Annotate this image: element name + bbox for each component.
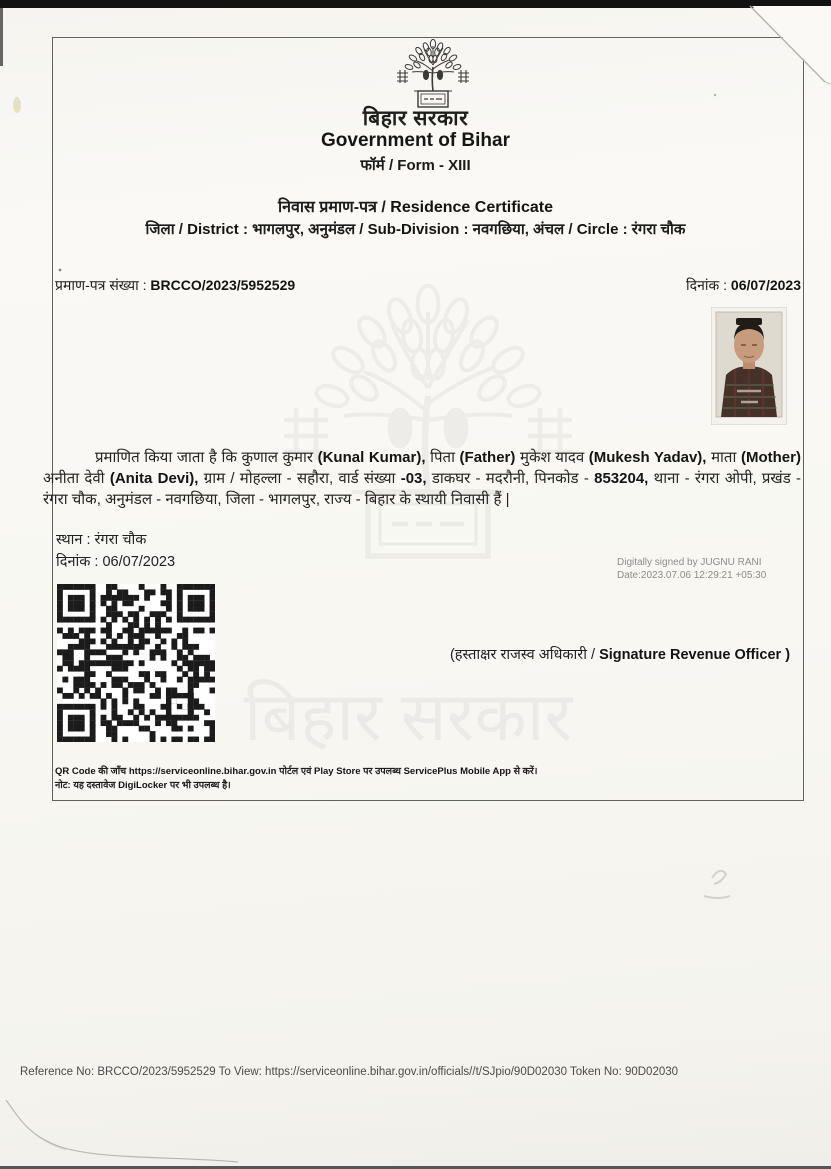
district-subdivision-circle-line: जिला / District : भागलपुर, अनुमंडल / Sub-Division : नवगछिया, अंचल / Circle : रंगरा चौक [145,221,686,238]
bihar-government-tree-emblem-icon [388,39,478,111]
digital-signature-by: Digitally signed by JUGNU RANI [617,557,762,568]
qr-code [57,584,215,742]
place-line: स्थान : रंगरा चौक [56,532,147,548]
scan-edge-left [0,8,3,66]
applicant-photo [711,307,787,425]
scan-edge-top [0,0,831,8]
certificate-meta-row [55,276,801,295]
form-number-line: फॉर्म / Form - XIII [360,157,471,174]
certificate-body-paragraph: प्रमाणित किया जाता है कि कुणाल कुमार (Kunal Kumar), पिता (Father) मुकेश यादव (Mukesh Yadav), माता (Mother) अनीता देवी (Anita Devi), ग्राम / मोहल्ला - सहौरा, वार्ड संख्या -03, डाकघर - मदरौनी, पिनकोड - 853204, थाना - रंगरा ओपी, प्रखंड - रंगरा चौक, अनुमंडल - नवगछिया, जिला - भागलपुर, राज्य - बिहार के स्थायी निवासी हैं | [43,449,801,508]
revenue-officer-signature-caption: (हस्ताक्षर राजस्व अधिकारी / Signature Revenue Officer ) [449,647,791,663]
state-name-hindi: बिहार सरकार [362,107,469,130]
certificate-number: प्रमाण-पत्र संख्या : BRCCO/2023/5952529 [55,277,296,293]
signing-date-line: दिनांक : 06/07/2023 [56,554,176,570]
issue-date: दिनांक : 06/07/2023 [686,277,801,293]
digital-signature-date: Date:2023.07.06 12:29:21 +05:30 [617,570,767,581]
watermark-text-glyph: बिहार सरकार [243,679,573,755]
certificate-title: निवास प्रमाण-पत्र / Residence Certificate [277,199,554,216]
digital-signature-stamp [617,556,766,582]
digilocker-note: नोट: यह दस्तावेज DigiLocker पर भी उपलब्ध है। [55,780,231,791]
qr-verification-note: QR Code की जाँच https://serviceonline.bihar.gov.in पोर्टल एवं Play Store पर उपलब्ध ServicePlus Mobile App से करें। [55,766,538,777]
reference-footer-line: Reference No: BRCCO/2023/5952529 To View: https://serviceonline.bihar.gov.in/officials//t/SJpio/90D02030 Token No: 90D02030 [20,1066,679,1078]
government-title: Government of Bihar [321,130,510,151]
